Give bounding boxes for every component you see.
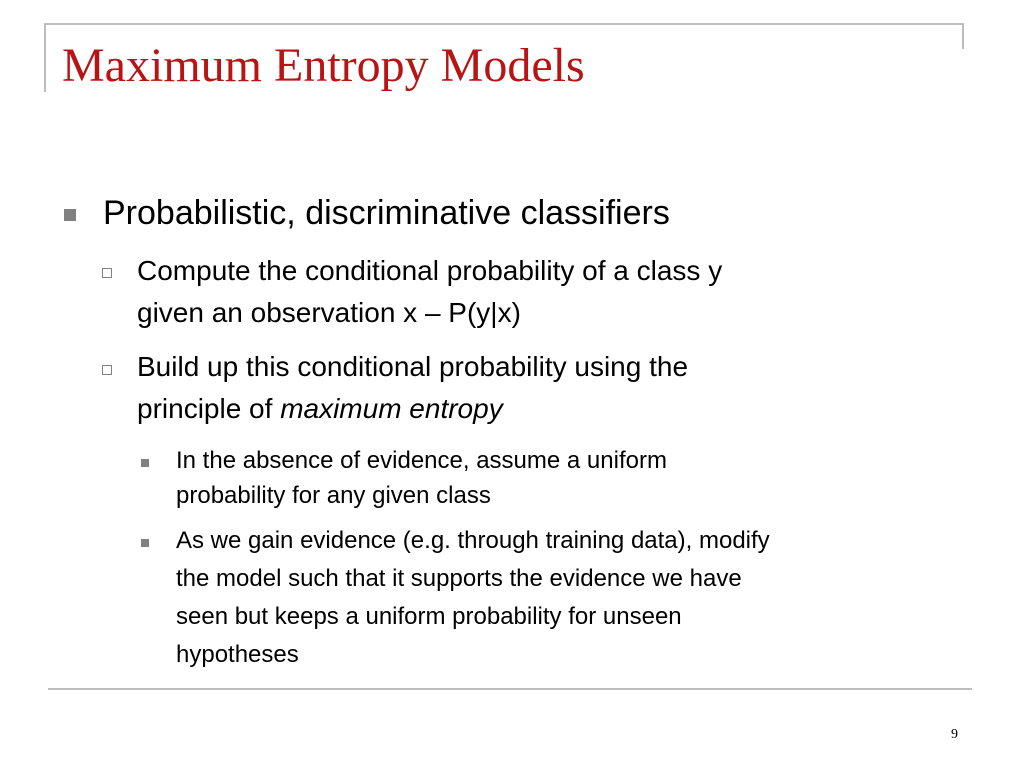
slide-title: Maximum Entropy Models: [62, 39, 585, 92]
bullet-text-line: In the absence of evidence, assume a uniform: [176, 447, 667, 474]
square-bullet-icon: [64, 209, 76, 221]
square-bullet-icon: [141, 459, 149, 467]
bullet-text-line: probability for any given class: [176, 482, 491, 509]
bullet-text-plain: principle of: [137, 393, 281, 424]
bullet-text-line: As we gain evidence (e.g. through training data), modify: [176, 527, 770, 554]
hollow-square-bullet-icon: [102, 365, 112, 375]
page-number: 9: [951, 727, 958, 742]
bullet-text-line: Build up this conditional probability using the: [137, 351, 689, 382]
bullet-text-line: hypotheses: [176, 641, 299, 668]
frame-right-line: [962, 23, 964, 49]
bullet-text-line: the model such that it supports the evidence we have: [176, 565, 742, 592]
bullet-text-line: Compute the conditional probability of a class y: [137, 255, 723, 286]
bullet-text-emphasis: maximum entropy: [280, 393, 503, 424]
bullet-text-line: seen but keeps a uniform probability for unseen: [176, 603, 682, 630]
square-bullet-icon: [141, 539, 149, 547]
frame-top-line: [44, 23, 963, 25]
bullet-text-line: [137, 388, 503, 430]
frame-bottom-line: [48, 688, 972, 690]
bullet-text-line: given an observation x – P(y|x): [137, 297, 521, 328]
hollow-square-bullet-icon: [102, 268, 112, 278]
frame-left-line: [44, 23, 46, 92]
bullet-text: Probabilistic, discriminative classifiers: [103, 194, 670, 232]
